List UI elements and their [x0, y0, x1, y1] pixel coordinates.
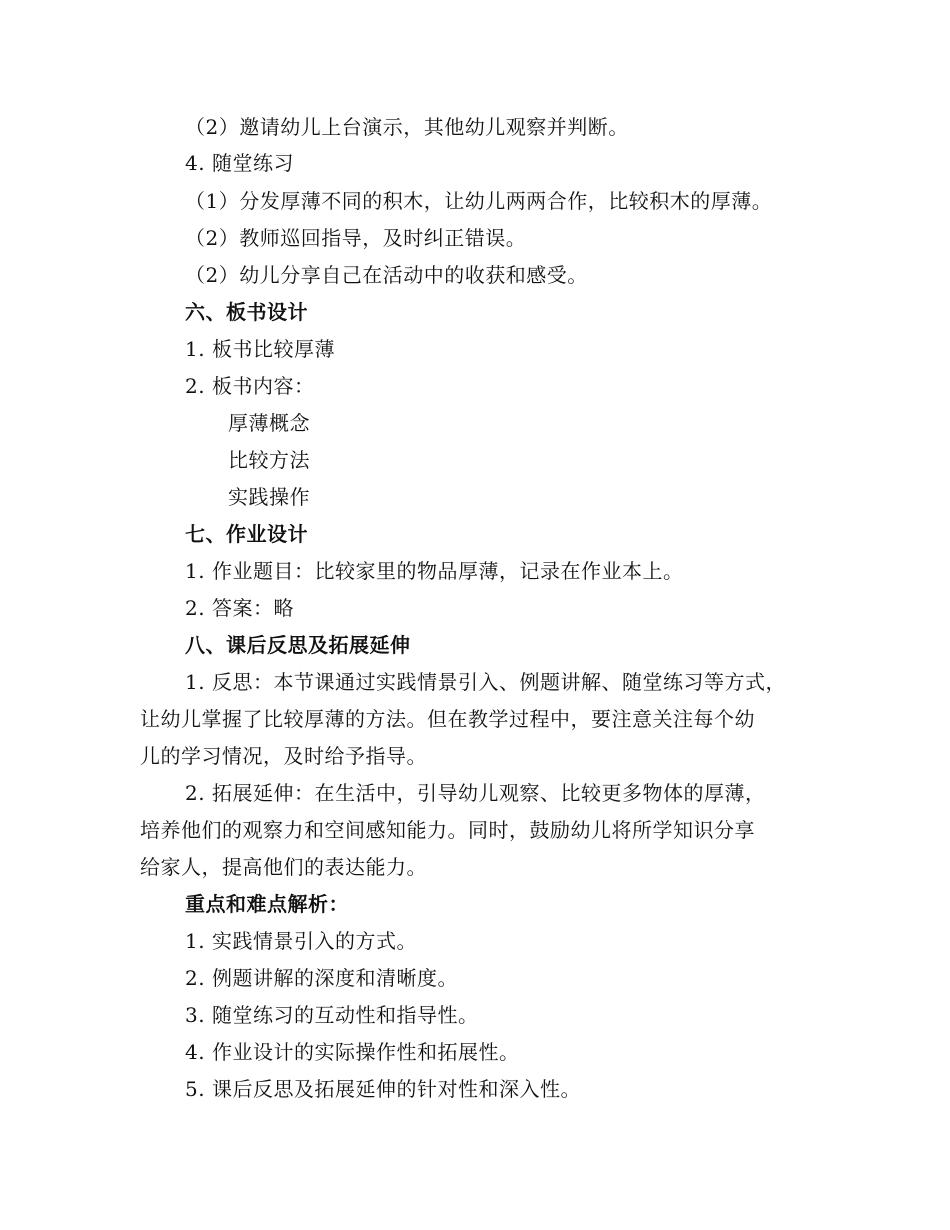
text-line: （2）邀请幼儿上台演示，其他幼儿观察并判断。 — [185, 115, 629, 139]
section-heading-reflection: 八、课后反思及拓展延伸 — [185, 633, 411, 657]
list-item: 3. 随堂练习的互动性和指导性。 — [185, 1003, 479, 1027]
list-item: 2. 板书内容： — [185, 374, 315, 398]
board-content-item: 比较方法 — [228, 448, 310, 472]
list-item: 2. 例题讲解的深度和清晰度。 — [185, 966, 458, 990]
section-heading-board-design: 六、板书设计 — [185, 300, 308, 324]
text-line: （1）分发厚薄不同的积木，让幼儿两两合作，比较积木的厚薄。 — [185, 189, 773, 213]
paragraph-line: 儿的学习情况，及时给予指导。 — [140, 744, 427, 768]
paragraph-line: 培养他们的观察力和空间感知能力。同时，鼓励幼儿将所学知识分享 — [140, 818, 755, 842]
board-content-item: 实践操作 — [228, 485, 310, 509]
section-heading-homework: 七、作业设计 — [185, 522, 308, 546]
list-item: 1. 作业题目：比较家里的物品厚薄，记录在作业本上。 — [185, 559, 684, 583]
text-line: （2）幼儿分享自己在活动中的收获和感受。 — [185, 263, 588, 287]
list-item: 4. 随堂练习 — [185, 151, 294, 175]
list-item: 1. 板书比较厚薄 — [185, 337, 335, 361]
paragraph-line: 2. 拓展延伸：在生活中，引导幼儿观察、比较更多物体的厚薄， — [185, 781, 766, 805]
text-line: （2）教师巡回指导，及时纠正错误。 — [185, 226, 527, 250]
list-item: 5. 课后反思及拓展延伸的针对性和深入性。 — [185, 1077, 581, 1101]
list-item: 1. 实践情景引入的方式。 — [185, 929, 417, 953]
board-content-item: 厚薄概念 — [228, 411, 310, 435]
list-item: 2. 答案：略 — [185, 596, 294, 620]
section-heading-key-points: 重点和难点解析： — [185, 892, 349, 916]
list-item: 4. 作业设计的实际操作性和拓展性。 — [185, 1040, 520, 1064]
paragraph-line: 让幼儿掌握了比较厚薄的方法。但在教学过程中，要注意关注每个幼 — [140, 707, 755, 731]
paragraph-line: 1. 反思：本节课通过实践情景引入、例题讲解、随堂练习等方式， — [185, 670, 786, 694]
paragraph-line: 给家人，提高他们的表达能力。 — [140, 855, 427, 879]
